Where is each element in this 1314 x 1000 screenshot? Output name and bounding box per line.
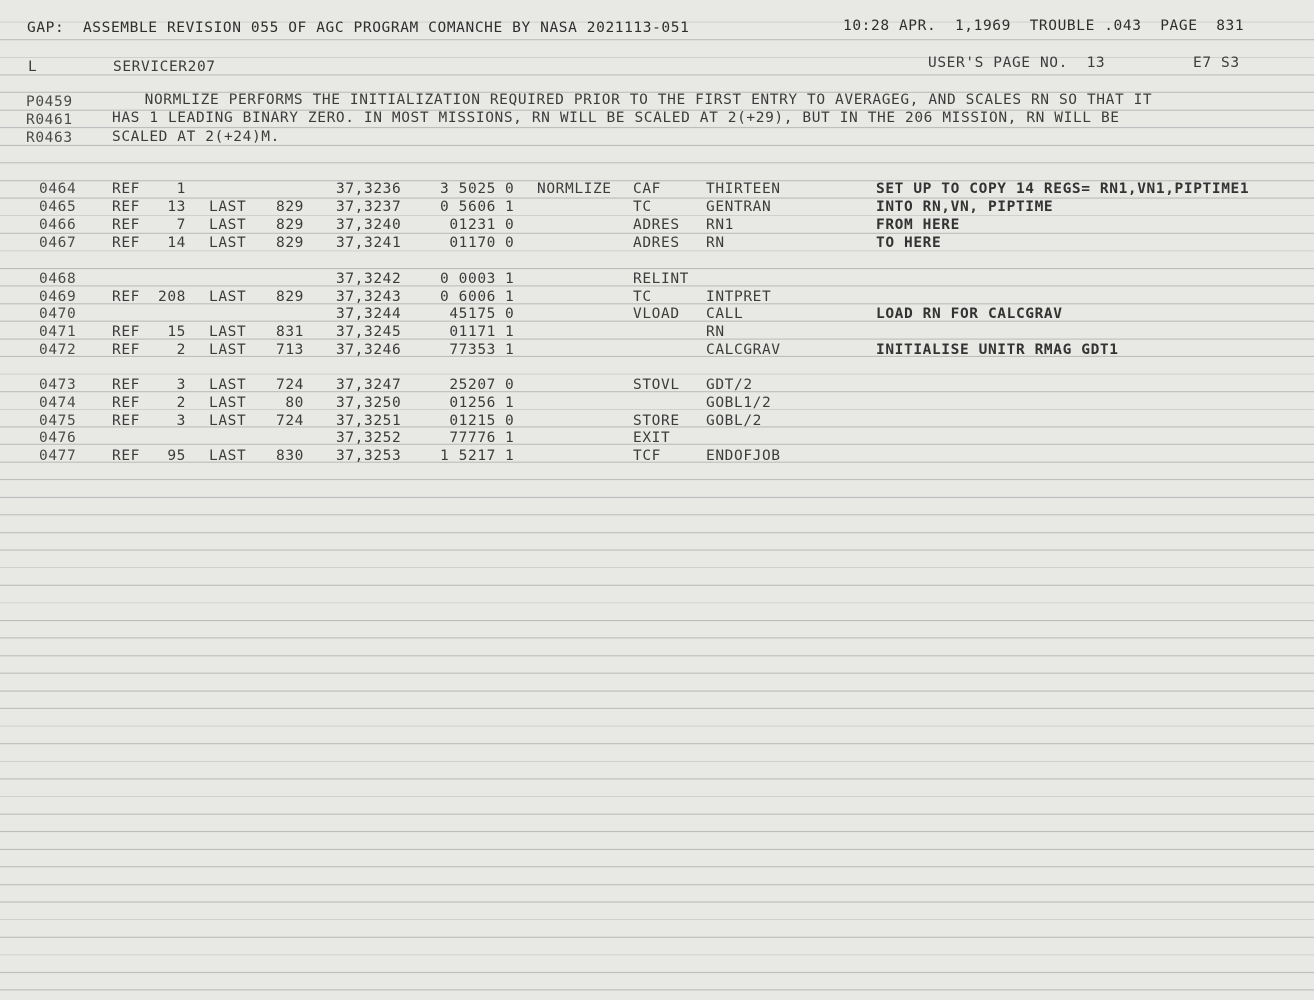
row-line: 0476 <box>39 430 77 446</box>
row-refno: 2 <box>176 342 186 358</box>
row-par: 1 <box>505 448 515 464</box>
row-par: 1 <box>505 342 515 358</box>
row-addr: 37,3250 <box>336 395 402 411</box>
row-line: 0469 <box>39 289 77 305</box>
row-par: 1 <box>505 430 515 446</box>
row-last: LAST <box>209 342 247 358</box>
row-lastno: 830 <box>276 448 304 464</box>
row-line: 0466 <box>39 217 77 233</box>
row-operand: GENTRAN <box>706 199 772 215</box>
row-last: LAST <box>209 395 247 411</box>
row-op: EXIT <box>633 430 671 446</box>
row-addr: 37,3244 <box>336 306 402 322</box>
row-lastno: 829 <box>276 289 304 305</box>
row-addr: 37,3247 <box>336 377 402 393</box>
row-word: 0 0003 <box>440 271 496 287</box>
comment-text: NORMLIZE PERFORMS THE INITIALIZATION REQUIRED PRIOR TO THE FIRST ENTRY TO AVERAGEG, AND SCALES RN SO THAT IT <box>98 92 1153 108</box>
row-addr: 37,3251 <box>336 413 402 429</box>
row-last: LAST <box>209 199 247 215</box>
row-addr: 37,3245 <box>336 324 402 340</box>
row-last: LAST <box>209 448 247 464</box>
section-code: E7 S3 <box>1193 55 1240 71</box>
row-operand: GOBL1/2 <box>706 395 772 411</box>
row-word: 01231 <box>449 217 496 233</box>
row-line: 0477 <box>39 448 77 464</box>
row-comment: TO HERE <box>876 235 942 251</box>
row-par: 1 <box>505 271 515 287</box>
row-par: 0 <box>505 235 515 251</box>
row-line: 0467 <box>39 235 77 251</box>
row-word: 0 5606 <box>440 199 496 215</box>
row-addr: 37,3246 <box>336 342 402 358</box>
row-op: VLOAD <box>633 306 680 322</box>
row-op: TC <box>633 199 652 215</box>
row-par: 1 <box>505 395 515 411</box>
row-ref: REF <box>112 324 140 340</box>
row-op: TC <box>633 289 652 305</box>
row-ref: REF <box>112 181 140 197</box>
header-date-page: 10:28 APR. 1,1969 TROUBLE .043 PAGE 831 <box>843 18 1245 34</box>
header-title: GAP: ASSEMBLE REVISION 055 OF AGC PROGRAM COMANCHE BY NASA 2021113-051 <box>27 20 690 36</box>
row-operand: THIRTEEN <box>706 181 781 197</box>
row-par: 1 <box>505 324 515 340</box>
row-line: 0474 <box>39 395 77 411</box>
row-word: 77353 <box>449 342 496 358</box>
row-word: 77776 <box>449 430 496 446</box>
row-comment: FROM HERE <box>876 217 960 233</box>
row-comment: LOAD RN FOR CALCGRAV <box>876 306 1063 322</box>
row-line: 0465 <box>39 199 77 215</box>
row-comment: INITIALISE UNITR RMAG GDT1 <box>876 342 1119 358</box>
row-refno: 7 <box>176 217 186 233</box>
row-lastno: 80 <box>285 395 304 411</box>
row-word: 01256 <box>449 395 496 411</box>
row-ref: REF <box>112 413 140 429</box>
row-op: TCF <box>633 448 661 464</box>
row-word: 3 5025 <box>440 181 496 197</box>
row-ref: REF <box>112 289 140 305</box>
row-operand: INTPRET <box>706 289 772 305</box>
row-op: STOVL <box>633 377 680 393</box>
row-par: 0 <box>505 217 515 233</box>
row-refno: 3 <box>176 413 186 429</box>
log-section-name: SERVICER207 <box>113 59 216 75</box>
row-refno: 13 <box>167 199 186 215</box>
row-line: 0475 <box>39 413 77 429</box>
row-line: 0473 <box>39 377 77 393</box>
row-line: 0464 <box>39 181 77 197</box>
row-addr: 37,3252 <box>336 430 402 446</box>
row-line: 0468 <box>39 271 77 287</box>
row-ref: REF <box>112 342 140 358</box>
row-word: 45175 <box>449 306 496 322</box>
row-op: RELINT <box>633 271 689 287</box>
row-lastno: 713 <box>276 342 304 358</box>
comment-card-number: R0463 <box>26 130 73 146</box>
row-ref: REF <box>112 377 140 393</box>
row-lastno: 831 <box>276 324 304 340</box>
row-addr: 37,3236 <box>336 181 402 197</box>
row-last: LAST <box>209 217 247 233</box>
row-word: 1 5217 <box>440 448 496 464</box>
row-last: LAST <box>209 413 247 429</box>
row-operand: GOBL/2 <box>706 413 762 429</box>
row-op: ADRES <box>633 217 680 233</box>
row-par: 0 <box>505 306 515 322</box>
subheader-marker: L <box>28 59 38 75</box>
row-addr: 37,3240 <box>336 217 402 233</box>
row-ref: REF <box>112 199 140 215</box>
row-word: 25207 <box>449 377 496 393</box>
row-addr: 37,3253 <box>336 448 402 464</box>
row-operand: GDT/2 <box>706 377 753 393</box>
row-op: STORE <box>633 413 680 429</box>
row-par: 0 <box>505 181 515 197</box>
row-lastno: 829 <box>276 235 304 251</box>
row-par: 0 <box>505 377 515 393</box>
row-comment: INTO RN,VN, PIPTIME <box>876 199 1054 215</box>
row-operand: CALL <box>706 306 744 322</box>
row-addr: 37,3237 <box>336 199 402 215</box>
row-operand: ENDOFJOB <box>706 448 781 464</box>
row-last: LAST <box>209 235 247 251</box>
row-lastno: 724 <box>276 377 304 393</box>
row-line: 0472 <box>39 342 77 358</box>
row-refno: 208 <box>158 289 186 305</box>
row-lastno: 829 <box>276 199 304 215</box>
row-addr: 37,3242 <box>336 271 402 287</box>
row-refno: 2 <box>176 395 186 411</box>
row-op: ADRES <box>633 235 680 251</box>
row-refno: 14 <box>167 235 186 251</box>
row-last: LAST <box>209 377 247 393</box>
row-operand: CALCGRAV <box>706 342 781 358</box>
row-ref: REF <box>112 235 140 251</box>
row-word: 01171 <box>449 324 496 340</box>
comment-text: HAS 1 LEADING BINARY ZERO. IN MOST MISSIONS, RN WILL BE SCALED AT 2(+29), BUT IN THE 206 MISSION, RN WILL BE <box>112 110 1120 126</box>
row-ref: REF <box>112 217 140 233</box>
users-page-number: USER'S PAGE NO. 13 <box>928 55 1106 71</box>
row-comment: SET UP TO COPY 14 REGS= RN1,VN1,PIPTIME1 <box>876 181 1250 197</box>
row-word: 0 6006 <box>440 289 496 305</box>
row-label: NORMLIZE <box>537 181 612 197</box>
row-lastno: 724 <box>276 413 304 429</box>
comment-text: SCALED AT 2(+24)M. <box>112 129 280 145</box>
row-line: 0471 <box>39 324 77 340</box>
row-operand: RN <box>706 235 725 251</box>
row-addr: 37,3241 <box>336 235 402 251</box>
row-refno: 1 <box>176 181 186 197</box>
row-line: 0470 <box>39 306 77 322</box>
row-refno: 95 <box>167 448 186 464</box>
row-lastno: 829 <box>276 217 304 233</box>
comment-card-number: R0461 <box>26 112 73 128</box>
row-operand: RN1 <box>706 217 734 233</box>
row-ref: REF <box>112 448 140 464</box>
row-refno: 15 <box>167 324 186 340</box>
comment-card-number: P0459 <box>26 94 73 110</box>
row-ref: REF <box>112 395 140 411</box>
row-addr: 37,3243 <box>336 289 402 305</box>
row-word: 01170 <box>449 235 496 251</box>
row-par: 1 <box>505 289 515 305</box>
row-par: 1 <box>505 199 515 215</box>
row-word: 01215 <box>449 413 496 429</box>
row-last: LAST <box>209 324 247 340</box>
row-last: LAST <box>209 289 247 305</box>
row-refno: 3 <box>176 377 186 393</box>
row-op: CAF <box>633 181 661 197</box>
row-operand: RN <box>706 324 725 340</box>
row-par: 0 <box>505 413 515 429</box>
